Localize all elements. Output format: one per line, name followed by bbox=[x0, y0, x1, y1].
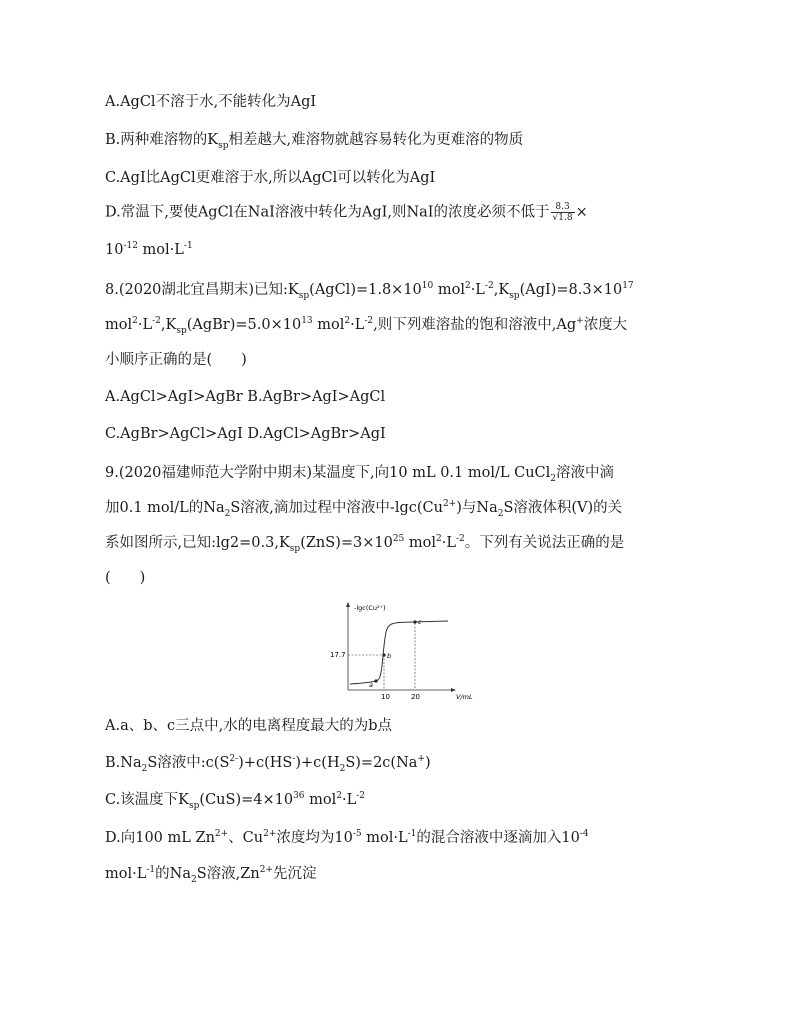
q8-options-ab: A.AgCl>AgI>AgBr B.AgBr>AgI>AgCl bbox=[105, 389, 386, 405]
fraction: $\frac{8.3}{√1.8}$ bbox=[552, 202, 573, 223]
y-axis-arrow bbox=[346, 602, 350, 607]
q9-stem-line1: 9.(2020福建师范大学附中期末)某温度下,向10 mL 0.1 mol/L CuCl$_2$溶液中滴 bbox=[105, 465, 615, 484]
point-a-marker bbox=[374, 679, 377, 682]
q9-option-d: D.向100 mL $Zn^{2+}$、$Cu^{2+}$浓度均为$10^{-5}$ $mol\cdot L^{-1}$的混合溶液中逐滴加入$10^{-4}$ bbox=[105, 829, 589, 846]
y-axis-label: -lgc(Cu²⁺) bbox=[354, 604, 386, 612]
q8-options-cd: C.AgBr>AgCl>AgI D.AgCl>AgBr>AgI bbox=[105, 426, 386, 442]
q9-stem-line2: 加0.1 mol/L的$Na_2S$溶液,滴加过程中溶液中$-\lg c(Cu^{2+})$与$Na_2S$溶液体积(V)的关 bbox=[105, 499, 623, 519]
q9-stem-line3: 系如图所示,已知$:\lg 2=0.3,K_{sp}(ZnS)=3\times 10^{25}$ $mol^2\cdot L^{-2}$。下列有关说法正确的是 bbox=[105, 534, 625, 554]
q7-option-b: B.两种难溶物的$K_{sp}$相差越大,难溶物就越容易转化为更难溶的物质 bbox=[105, 132, 524, 151]
q8-stem-line3: 小顺序正确的是( ) bbox=[105, 352, 247, 368]
q9-option-d-cont: $mol\cdot L^{-1}$的$Na_2S$溶液$,Zn^{2+}$先沉淀 bbox=[105, 865, 317, 885]
point-b-label: b bbox=[387, 652, 392, 660]
x-tick-label-20: 20 bbox=[411, 693, 420, 701]
q9-option-a: A.a、b、c三点中,水的电离程度最大的为b点 bbox=[105, 718, 393, 734]
x-axis-label: V/mL bbox=[456, 693, 473, 701]
titration-figure bbox=[330, 598, 480, 703]
x-tick-label-10: 10 bbox=[381, 693, 390, 701]
q7-option-c: C.AgI比AgCl更难溶于水,所以AgCl可以转化为AgI bbox=[105, 170, 436, 186]
point-c-label: c bbox=[418, 618, 422, 626]
x-axis-arrow bbox=[451, 688, 456, 692]
q9-option-b: $B.Na_2S$溶液中$:c(S^{2-})+c(HS^-)+c(H_2S)=2c(Na^+)$ bbox=[105, 754, 431, 774]
q7-option-d-cont: $10^{-12}$ $mol\cdot L^{-1}$ bbox=[105, 241, 193, 258]
q8-stem-line2: $mol^2\cdot L^{-2},K_{sp}(AgBr)=5.0\times 10^{13}$ $mol^2\cdot L^{-2}$,则下列难溶盐的饱和溶液中,Ag+浓度大 bbox=[105, 316, 628, 336]
point-a-label: a bbox=[369, 681, 373, 689]
point-c-marker bbox=[413, 620, 416, 623]
y-tick-label: 17.7 bbox=[330, 651, 346, 659]
titration-curve bbox=[350, 621, 448, 684]
q7-option-a: A.AgCl不溶于水,不能转化为AgI bbox=[105, 94, 317, 110]
q9-stem-line4: ( ) bbox=[105, 570, 146, 586]
q8-stem-line1: 8.(2020湖北宜昌期末)已知$:K_{sp}(AgCl)=1.8\times 10^{10}$ $mol^2\cdot L^{-2},K_{sp}(AgI)=8.3\times 10^{17}$ bbox=[105, 281, 634, 301]
q7-option-d: D.常温下,要使AgCl在NaI溶液中转化为AgI,则NaI的浓度必须不低于 $\frac{8.3}{√1.8}$ × bbox=[105, 202, 588, 223]
point-b-marker bbox=[382, 653, 385, 656]
q9-option-c: C.该温度下$K_{sp}(CuS)=4\times 10^{36}$ $mol^2\cdot L^{-2}$ bbox=[105, 791, 366, 811]
